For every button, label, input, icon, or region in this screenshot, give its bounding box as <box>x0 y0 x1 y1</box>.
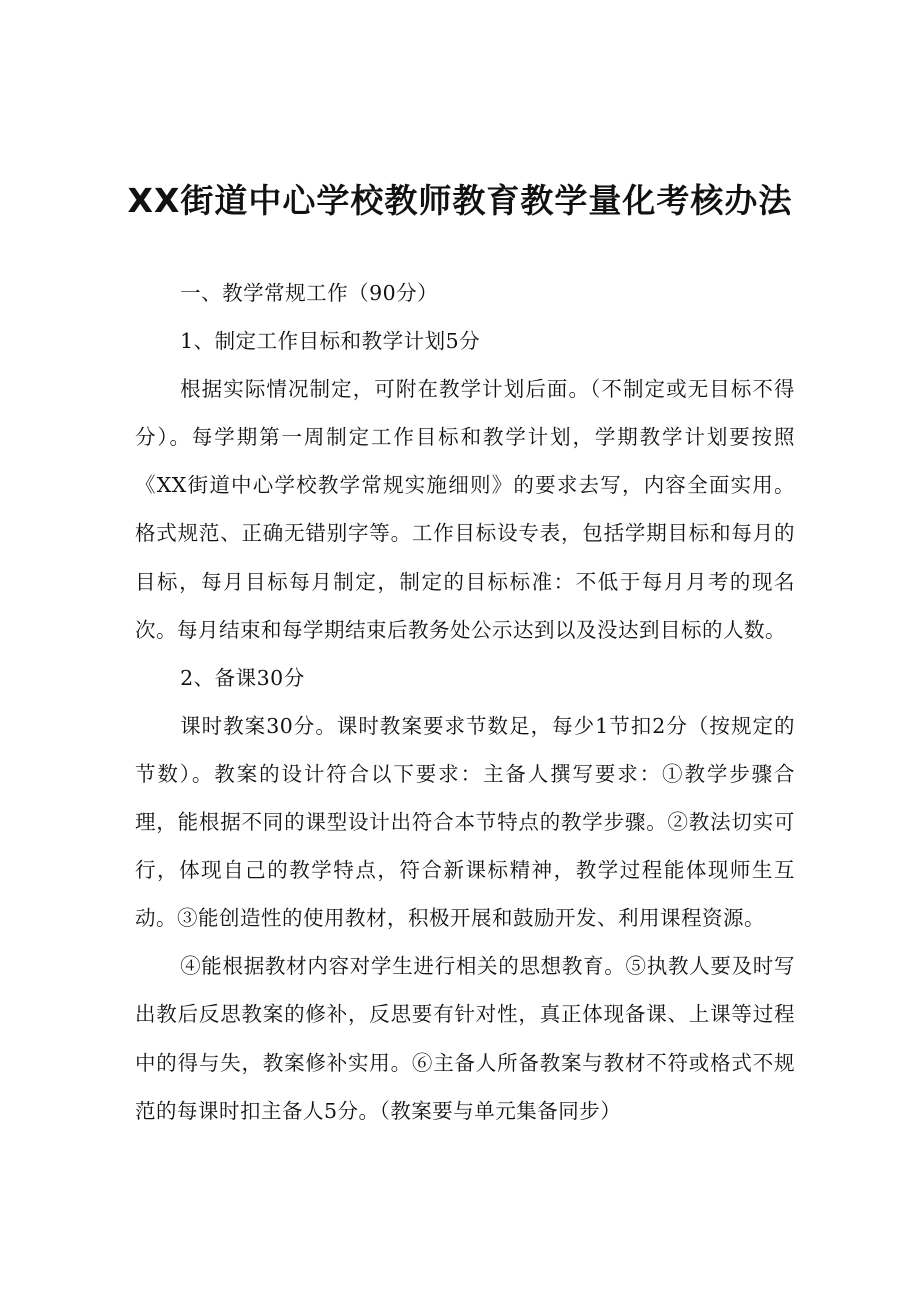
paragraph-lesson-plan: 课时教案30分。课时教案要求节数足，每少1节扣2分（按规定的节数）。教案的设计符合以下要求：主备人撰写要求：①教学步骤合理，能根据不同的课型设计出符合本节特点的教学步骤。②教法切实可行，体现自己的教学特点，符合新课标精神，教学过程能体现师生互动。③能创造性的使用教材，积极开展和鼓励开发、利用课程资源。 <box>135 713 795 931</box>
paragraph-lesson-plan-continued: ④能根据教材内容对学生进行相关的思想教育。⑤执教人要及时写出教后反思教案的修补，反思要有针对性，真正体现备课、上课等过程中的得与失，教案修补实用。⑥主备人所备教案与教材不符或格式不规范的每课时扣主备人5分。（教案要与单元集备同步） <box>135 954 795 1123</box>
document-body <box>135 269 795 1135</box>
document-title: XX街道中心学校教师教育教学量化考核办法 <box>127 181 793 220</box>
item-heading-lesson-prep: 2、备课30分 <box>180 665 305 690</box>
section-heading-teaching-routine: 一、教学常规工作（90分） <box>180 281 439 305</box>
item-heading-goals-plan: 1、制定工作目标和教学计划5分 <box>180 329 481 354</box>
paragraph-goals-plan: 根据实际情况制定，可附在教学计划后面。（不制定或无目标不得分）。每学期第一周制定工作目标和教学计划，学期教学计划要按照《XX街道中心学校教学常规实施细则》的要求去写，内容全面实用。格式规范、正确无错别字等。工作目标设专表，包括学期目标和每月的目标，每月目标每月制定，制定的目标标准：不低于每月月考的现名次。每月结束和每学期结束后教务处公示达到以及没达到目标的人数。 <box>135 377 795 642</box>
